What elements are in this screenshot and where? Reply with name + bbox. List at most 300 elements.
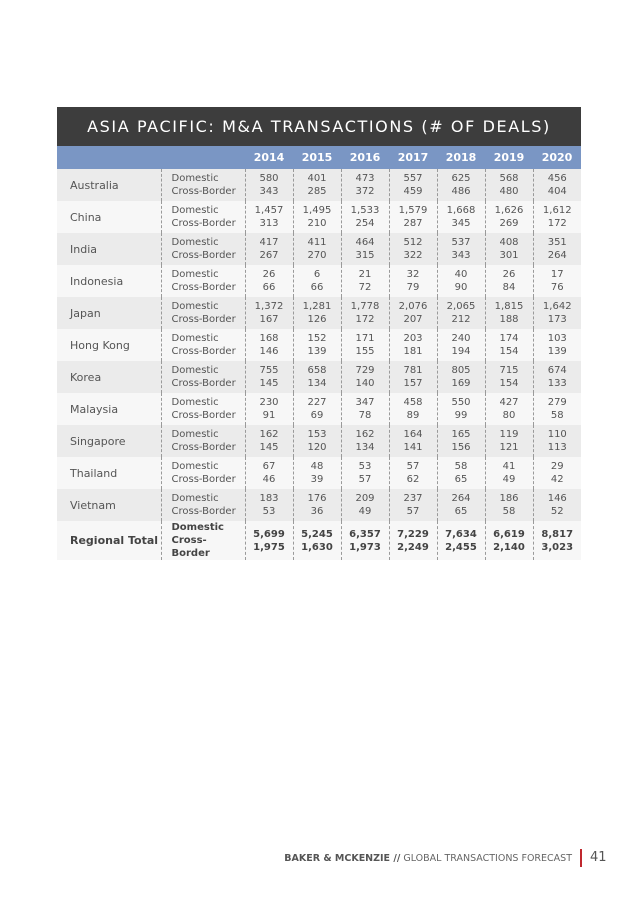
value-cell xyxy=(437,393,485,425)
domestic-value: 1,457 xyxy=(254,205,284,216)
table-row xyxy=(57,425,581,457)
value-cell xyxy=(293,297,341,329)
domestic-value: 1,579 xyxy=(398,205,428,216)
cross-border-value: 90 xyxy=(454,282,468,293)
cross-border-value: 79 xyxy=(406,282,420,293)
cross-border-value: 121 xyxy=(499,442,519,453)
value-cell xyxy=(341,265,389,297)
cross-border-value: 1,630 xyxy=(301,541,333,553)
deal-type-cell xyxy=(161,457,245,489)
cross-border-value: 322 xyxy=(403,250,423,261)
deal-type-cell xyxy=(161,425,245,457)
year-header: 2014 xyxy=(253,151,285,164)
value-cell xyxy=(389,329,437,361)
value-cell xyxy=(293,329,341,361)
value-cell xyxy=(293,265,341,297)
domestic-value: 729 xyxy=(355,365,375,376)
footer-brand xyxy=(284,853,572,864)
footer-subtitle: GLOBAL TRANSACTIONS FORECAST xyxy=(403,853,572,864)
value-cell xyxy=(245,297,293,329)
value-cell xyxy=(437,297,485,329)
cross-border-value: 345 xyxy=(451,218,471,229)
cross-border-value: 2,249 xyxy=(397,541,429,553)
domestic-value: 781 xyxy=(403,365,423,376)
value-cell xyxy=(485,201,533,233)
domestic-value: 755 xyxy=(259,365,279,376)
cross-border-value: 66 xyxy=(262,282,276,293)
value-cell xyxy=(389,169,437,201)
cross-border-value: 58 xyxy=(502,506,516,517)
cross-border-value: 285 xyxy=(307,186,327,197)
domestic-value: 401 xyxy=(307,173,327,184)
value-cell xyxy=(293,425,341,457)
domestic-value: 7,634 xyxy=(445,528,477,540)
value-cell xyxy=(245,489,293,521)
value-cell xyxy=(341,361,389,393)
value-cell xyxy=(485,393,533,425)
cross-border-value: 254 xyxy=(355,218,375,229)
domestic-value: 186 xyxy=(499,493,519,504)
cross-border-value: 91 xyxy=(262,410,276,421)
cross-border-value: 69 xyxy=(310,410,324,421)
value-cell xyxy=(533,233,581,265)
cross-border-value: 65 xyxy=(454,474,468,485)
cross-border-value: 113 xyxy=(547,442,567,453)
domestic-value: 512 xyxy=(403,237,423,248)
cross-border-value: 89 xyxy=(406,410,420,421)
domestic-value: 2,065 xyxy=(446,301,476,312)
value-cell xyxy=(485,361,533,393)
domestic-value: 164 xyxy=(403,429,423,440)
domestic-value: 6,619 xyxy=(493,528,525,540)
domestic-label: Domestic xyxy=(171,237,219,248)
cross-border-label: Cross-Border xyxy=(171,346,236,357)
value-cell xyxy=(293,361,341,393)
deal-type-cell xyxy=(161,521,245,560)
year-header: 2019 xyxy=(493,151,525,164)
domestic-value: 5,699 xyxy=(253,528,285,540)
cross-border-value: 1,973 xyxy=(349,541,381,553)
cross-border-label: Cross-Border xyxy=(171,250,236,261)
domestic-value: 227 xyxy=(307,397,327,408)
value-cell xyxy=(485,425,533,457)
cross-border-label: Cross-Border xyxy=(171,442,236,453)
value-cell xyxy=(293,521,341,560)
value-cell xyxy=(533,425,581,457)
table-row xyxy=(57,329,581,361)
cross-border-value: 53 xyxy=(262,506,276,517)
domestic-value: 152 xyxy=(307,333,327,344)
table-body xyxy=(57,169,581,560)
cross-border-value: 167 xyxy=(259,314,279,325)
table-row xyxy=(57,169,581,201)
value-cell xyxy=(245,457,293,489)
domestic-value: 103 xyxy=(547,333,567,344)
domestic-value: 580 xyxy=(259,173,279,184)
cross-border-value: 267 xyxy=(259,250,279,261)
table-row xyxy=(57,201,581,233)
value-cell xyxy=(389,425,437,457)
cross-border-value: 42 xyxy=(550,474,564,485)
value-cell xyxy=(485,233,533,265)
country-cell: Hong Kong xyxy=(70,338,130,352)
domestic-value: 427 xyxy=(499,397,519,408)
domestic-value: 658 xyxy=(307,365,327,376)
cross-border-value: 207 xyxy=(403,314,423,325)
country-cell: Korea xyxy=(70,370,102,384)
cross-border-label: Cross-Border xyxy=(171,410,236,421)
cross-border-value: 188 xyxy=(499,314,519,325)
cross-border-value: 58 xyxy=(550,410,564,421)
domestic-value: 41 xyxy=(502,461,516,472)
domestic-value: 625 xyxy=(451,173,471,184)
domestic-value: 264 xyxy=(451,493,471,504)
cross-border-value: 2,455 xyxy=(445,541,477,553)
domestic-value: 8,817 xyxy=(541,528,574,540)
country-cell: Regional Total xyxy=(70,534,159,547)
header-blank xyxy=(57,146,161,169)
cross-border-value: 154 xyxy=(499,346,519,357)
cross-border-value: 315 xyxy=(355,250,375,261)
domestic-value: 162 xyxy=(355,429,375,440)
table-title: ASIA PACIFIC: M&A TRANSACTIONS (# OF DEALS) xyxy=(57,107,581,146)
domestic-value: 411 xyxy=(307,237,327,248)
brand-name: BAKER & MCKENZIE // xyxy=(284,853,401,864)
value-cell xyxy=(341,425,389,457)
domestic-label: Domestic xyxy=(171,397,219,408)
domestic-value: 32 xyxy=(406,269,420,280)
value-cell xyxy=(437,521,485,560)
domestic-label: Domestic xyxy=(171,173,219,184)
cross-border-value: 404 xyxy=(547,186,567,197)
domestic-value: 119 xyxy=(499,429,519,440)
cross-border-value: 78 xyxy=(358,410,372,421)
cross-border-value: 57 xyxy=(406,506,420,517)
deal-type-cell xyxy=(161,361,245,393)
table-row xyxy=(57,233,581,265)
value-cell xyxy=(341,169,389,201)
year-header: 2020 xyxy=(541,151,573,164)
value-cell xyxy=(389,297,437,329)
value-cell xyxy=(245,329,293,361)
country-cell: India xyxy=(70,242,97,256)
domestic-value: 1,626 xyxy=(494,205,524,216)
year-header-row xyxy=(57,146,581,169)
domestic-value: 209 xyxy=(355,493,375,504)
domestic-value: 168 xyxy=(259,333,279,344)
domestic-value: 279 xyxy=(547,397,567,408)
value-cell xyxy=(533,201,581,233)
domestic-value: 1,495 xyxy=(302,205,332,216)
domestic-value: 153 xyxy=(307,429,327,440)
cross-border-value: 172 xyxy=(547,218,567,229)
cross-border-label: Cross-Border xyxy=(171,506,236,517)
cross-border-value: 145 xyxy=(259,378,279,389)
country-cell: China xyxy=(70,210,102,224)
value-cell xyxy=(437,457,485,489)
value-cell xyxy=(533,457,581,489)
value-cell xyxy=(245,201,293,233)
cross-border-value: 145 xyxy=(259,442,279,453)
domestic-value: 805 xyxy=(451,365,471,376)
domestic-label: Domestic xyxy=(171,205,219,216)
cross-border-value: 46 xyxy=(262,474,276,485)
cross-border-value: 139 xyxy=(307,346,327,357)
value-cell xyxy=(437,425,485,457)
value-cell xyxy=(533,361,581,393)
value-cell xyxy=(437,201,485,233)
cross-border-value: 480 xyxy=(499,186,519,197)
domestic-value: 674 xyxy=(547,365,567,376)
cross-border-value: 134 xyxy=(307,378,327,389)
value-cell xyxy=(485,169,533,201)
value-cell xyxy=(293,169,341,201)
value-cell xyxy=(341,297,389,329)
value-cell xyxy=(533,489,581,521)
domestic-value: 1,533 xyxy=(350,205,380,216)
value-cell xyxy=(533,169,581,201)
country-cell: Indonesia xyxy=(70,274,124,288)
value-cell xyxy=(485,521,533,560)
cross-border-value: 80 xyxy=(502,410,516,421)
domestic-label: Domestic xyxy=(171,522,224,533)
cross-border-value: 139 xyxy=(547,346,567,357)
domestic-value: 1,281 xyxy=(302,301,332,312)
domestic-value: 1,815 xyxy=(494,301,524,312)
value-cell xyxy=(437,169,485,201)
domestic-value: 203 xyxy=(403,333,423,344)
country-cell: Australia xyxy=(70,178,119,192)
page-footer xyxy=(0,852,637,866)
value-cell xyxy=(389,489,437,521)
cross-border-value: 72 xyxy=(358,282,372,293)
domestic-value: 237 xyxy=(403,493,423,504)
country-cell: Malaysia xyxy=(70,402,119,416)
cross-border-value: 146 xyxy=(259,346,279,357)
regional-total-row xyxy=(57,521,581,560)
cross-border-value: 172 xyxy=(355,314,375,325)
year-header: 2018 xyxy=(445,151,477,164)
domestic-value: 456 xyxy=(547,173,567,184)
value-cell xyxy=(341,521,389,560)
value-cell xyxy=(437,265,485,297)
table-row xyxy=(57,489,581,521)
cross-border-value: 66 xyxy=(310,282,324,293)
domestic-label: Domestic xyxy=(171,493,219,504)
cross-border-value: 126 xyxy=(307,314,327,325)
value-cell xyxy=(437,489,485,521)
page-number: 41 xyxy=(590,850,607,865)
domestic-value: 21 xyxy=(358,269,372,280)
value-cell xyxy=(293,201,341,233)
value-cell xyxy=(245,425,293,457)
cross-border-value: 343 xyxy=(259,186,279,197)
value-cell xyxy=(245,361,293,393)
deal-type-cell xyxy=(161,201,245,233)
cross-border-label: Cross-Border xyxy=(171,378,236,389)
cross-border-value: 372 xyxy=(355,186,375,197)
cross-border-value: 141 xyxy=(403,442,423,453)
cross-border-value: 264 xyxy=(547,250,567,261)
value-cell xyxy=(341,393,389,425)
value-cell xyxy=(485,297,533,329)
domestic-value: 240 xyxy=(451,333,471,344)
country-cell: Japan xyxy=(70,306,101,320)
domestic-value: 458 xyxy=(403,397,423,408)
domestic-label: Domestic xyxy=(171,365,219,376)
domestic-value: 165 xyxy=(451,429,471,440)
cross-border-value: 210 xyxy=(307,218,327,229)
cross-border-value: 343 xyxy=(451,250,471,261)
domestic-value: 162 xyxy=(259,429,279,440)
year-header: 2017 xyxy=(397,151,429,164)
cross-border-value: 39 xyxy=(310,474,324,485)
value-cell xyxy=(341,489,389,521)
cross-border-value: 156 xyxy=(451,442,471,453)
domestic-value: 26 xyxy=(502,269,516,280)
cross-border-value: 3,023 xyxy=(541,541,574,553)
cross-border-value: 169 xyxy=(451,378,471,389)
deals-table-panel xyxy=(57,107,581,560)
cross-border-value: 269 xyxy=(499,218,519,229)
value-cell xyxy=(341,233,389,265)
country-cell: Vietnam xyxy=(70,498,116,512)
country-cell: Singapore xyxy=(70,434,126,448)
cross-border-value: 1,975 xyxy=(253,541,285,553)
value-cell xyxy=(245,521,293,560)
domestic-label: Domestic xyxy=(171,461,219,472)
domestic-value: 6,357 xyxy=(349,528,381,540)
cross-border-value: 270 xyxy=(307,250,327,261)
domestic-value: 1,372 xyxy=(254,301,284,312)
cross-border-value: 133 xyxy=(547,378,567,389)
value-cell xyxy=(293,457,341,489)
cross-border-label: Cross-Border xyxy=(171,218,236,229)
footer-divider xyxy=(580,849,582,867)
cross-border-value: 49 xyxy=(502,474,516,485)
value-cell xyxy=(389,457,437,489)
domestic-value: 715 xyxy=(499,365,519,376)
cross-border-value: 84 xyxy=(502,282,516,293)
domestic-value: 17 xyxy=(550,269,564,280)
value-cell xyxy=(293,393,341,425)
header-blank xyxy=(161,146,245,169)
domestic-value: 29 xyxy=(550,461,564,472)
domestic-value: 537 xyxy=(451,237,471,248)
cross-border-value: 157 xyxy=(403,378,423,389)
table-row xyxy=(57,457,581,489)
domestic-value: 550 xyxy=(451,397,471,408)
domestic-value: 417 xyxy=(259,237,279,248)
cross-border-label: Cross-Border xyxy=(171,535,210,559)
cross-border-value: 52 xyxy=(550,506,564,517)
table-row xyxy=(57,393,581,425)
cross-border-value: 62 xyxy=(406,474,420,485)
cross-border-value: 99 xyxy=(454,410,468,421)
cross-border-value: 2,140 xyxy=(493,541,525,553)
cross-border-value: 194 xyxy=(451,346,471,357)
cross-border-value: 120 xyxy=(307,442,327,453)
cross-border-value: 140 xyxy=(355,378,375,389)
country-cell: Thailand xyxy=(70,466,118,480)
cross-border-value: 36 xyxy=(310,506,324,517)
cross-border-value: 134 xyxy=(355,442,375,453)
domestic-value: 48 xyxy=(310,461,324,472)
domestic-value: 347 xyxy=(355,397,375,408)
domestic-value: 408 xyxy=(499,237,519,248)
value-cell xyxy=(485,489,533,521)
cross-border-value: 154 xyxy=(499,378,519,389)
domestic-label: Domestic xyxy=(171,333,219,344)
domestic-value: 1,668 xyxy=(446,205,476,216)
domestic-value: 351 xyxy=(547,237,567,248)
value-cell xyxy=(485,329,533,361)
domestic-value: 1,612 xyxy=(542,205,572,216)
domestic-value: 110 xyxy=(547,429,567,440)
cross-border-label: Cross-Border xyxy=(171,314,236,325)
cross-border-value: 301 xyxy=(499,250,519,261)
deal-type-cell xyxy=(161,329,245,361)
value-cell xyxy=(341,457,389,489)
value-cell xyxy=(245,233,293,265)
value-cell xyxy=(341,201,389,233)
domestic-value: 176 xyxy=(307,493,327,504)
table-row xyxy=(57,361,581,393)
cross-border-value: 76 xyxy=(550,282,564,293)
value-cell xyxy=(533,329,581,361)
cross-border-value: 486 xyxy=(451,186,471,197)
domestic-value: 171 xyxy=(355,333,375,344)
value-cell xyxy=(341,329,389,361)
deal-type-cell xyxy=(161,393,245,425)
domestic-value: 464 xyxy=(355,237,375,248)
cross-border-label: Cross-Border xyxy=(171,474,236,485)
domestic-value: 5,245 xyxy=(301,528,333,540)
value-cell xyxy=(485,265,533,297)
value-cell xyxy=(389,265,437,297)
cross-border-value: 313 xyxy=(259,218,279,229)
value-cell xyxy=(245,169,293,201)
domestic-value: 174 xyxy=(499,333,519,344)
cross-border-label: Cross-Border xyxy=(171,282,236,293)
domestic-value: 53 xyxy=(358,461,372,472)
value-cell xyxy=(389,521,437,560)
cross-border-label: Cross-Border xyxy=(171,186,236,197)
cross-border-value: 65 xyxy=(454,506,468,517)
cross-border-value: 181 xyxy=(403,346,423,357)
deal-type-cell xyxy=(161,169,245,201)
value-cell xyxy=(389,233,437,265)
value-cell xyxy=(533,297,581,329)
deal-type-cell xyxy=(161,297,245,329)
domestic-value: 7,229 xyxy=(397,528,429,540)
value-cell xyxy=(245,393,293,425)
domestic-label: Domestic xyxy=(171,429,219,440)
domestic-value: 57 xyxy=(406,461,420,472)
value-cell xyxy=(437,329,485,361)
domestic-value: 183 xyxy=(259,493,279,504)
value-cell xyxy=(245,265,293,297)
cross-border-value: 155 xyxy=(355,346,375,357)
value-cell xyxy=(533,265,581,297)
cross-border-value: 173 xyxy=(547,314,567,325)
value-cell xyxy=(533,393,581,425)
domestic-value: 26 xyxy=(262,269,276,280)
cross-border-value: 459 xyxy=(403,186,423,197)
cross-border-value: 49 xyxy=(358,506,372,517)
domestic-value: 40 xyxy=(454,269,468,280)
year-header: 2016 xyxy=(349,151,381,164)
